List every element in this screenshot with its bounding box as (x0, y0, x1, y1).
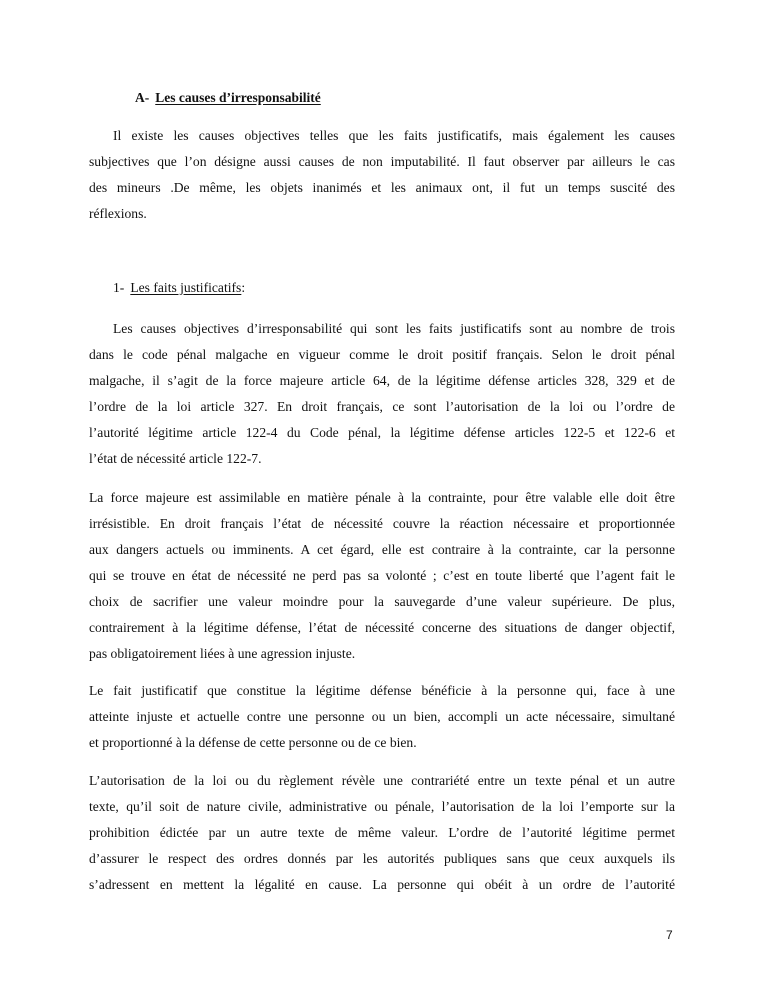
text-line: irrésistible. En droit français l’état de nécessité couvre la réaction nécessaire et proportionnée (89, 516, 675, 531)
text-line: l’autorité légitime article 122-4 du Code pénal, la légitime défense articles 122-5 et 122-6 et (89, 425, 675, 440)
section-a-marker: A- (135, 90, 150, 105)
page-number: 7 (666, 928, 673, 942)
text-line: l’ordre de la loi article 327. En droit français, ce sont l’autorisation de la loi ou l’ordre de (89, 399, 675, 414)
text-line: contrairement à la légitime défense, l’état de nécessité concerne des situations de danger objectif, (89, 620, 675, 635)
section-1-title-suffix: : (241, 280, 246, 295)
text-line: texte, qu’il soit de nature civile, administrative ou pénale, l’autorisation de la loi l’emporte sur la (89, 799, 675, 814)
section-1-title: Les faits justificatifs (130, 280, 242, 295)
section-1-marker: 1- (113, 280, 125, 295)
text-line: Il existe les causes objectives telles que les faits justificatifs, mais également les causes (113, 128, 675, 143)
paragraph-autorisation-loi (89, 768, 675, 898)
text-line: La force majeure est assimilable en matière pénale à la contrainte, pour être valable elle doit être (89, 490, 675, 505)
text-line: prohibition édictée par un autre texte de même valeur. L’ordre de l’autorité légitime permet (89, 825, 675, 840)
text-line: qui se trouve en état de nécessité ne perd pas sa volonté ; c’est en toute liberté que l’agent fait le (89, 568, 675, 583)
text-line: réflexions. (89, 206, 147, 221)
text-line: L’autorisation de la loi ou du règlement révèle une contrariété entre un texte pénal et un autre (89, 773, 675, 788)
section-a-paragraph (89, 123, 675, 227)
section-a-title: Les causes d’irresponsabilité (155, 90, 321, 105)
text-line: des mineurs .De même, les objets inanimés et les animaux ont, il fut un temps suscité des (89, 180, 675, 195)
paragraph-causes-objectives (89, 316, 675, 472)
text-line: s’adressent en mettent la légalité en cause. La personne qui obéit à un ordre de l’autorité (89, 877, 675, 892)
paragraph-legitime-defense (89, 678, 675, 756)
section-1-heading (113, 280, 245, 296)
text-line: d’assurer le respect des ordres donnés par les autorités publiques sans que ceux auxquels ils (89, 851, 675, 866)
section-a-heading (135, 90, 321, 106)
text-line: malgache, il s’agit de la force majeure article 64, de la légitime défense articles 328, 329 et de (89, 373, 675, 388)
text-line: Le fait justificatif que constitue la légitime défense bénéficie à la personne qui, face à une (89, 683, 675, 698)
text-line: et proportionné à la défense de cette personne ou de ce bien. (89, 735, 417, 750)
text-line: l’état de nécessité article 122-7. (89, 451, 262, 466)
paragraph-force-majeure (89, 485, 675, 667)
text-line: Les causes objectives d’irresponsabilité qui sont les faits justificatifs sont au nombre de trois (113, 321, 675, 336)
text-line: subjectives que l’on désigne aussi causes de non imputabilité. Il faut observer par ailleurs le cas (89, 154, 675, 169)
text-line: dans le code pénal malgache en vigueur comme le droit positif français. Selon le droit pénal (89, 347, 675, 362)
text-line: pas obligatoirement liées à une agression injuste. (89, 646, 356, 661)
text-line: aux dangers actuels ou imminents. A cet égard, elle est contraire à la contrainte, car la personne (89, 542, 675, 557)
text-line: choix de sacrifier une valeur moindre pour la sauvegarde d’une valeur supérieure. De plus, (89, 594, 675, 609)
text-line: atteinte injuste et actuelle contre une personne ou un bien, accompli un acte nécessaire, simultané (89, 709, 675, 724)
